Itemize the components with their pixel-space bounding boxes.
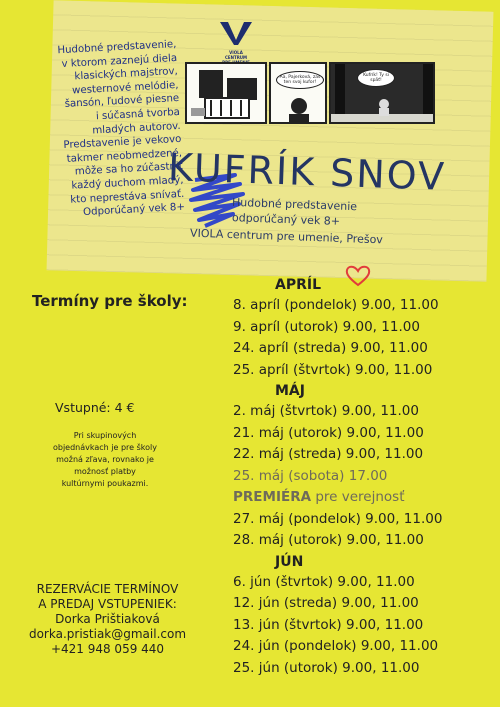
date-row: 24. jún (pondelok) 9.00, 11.00 — [233, 638, 439, 654]
description-line: šansón, ľudové piesne — [64, 93, 180, 111]
description-line: kto neprestáva snívať. — [70, 188, 185, 206]
date-row: 8. apríl (pondelok) 9.00, 11.00 — [233, 297, 439, 313]
school-dates-heading: Termíny pre školy: — [32, 292, 188, 310]
date-row: 9. apríl (utorok) 9.00, 11.00 — [233, 318, 420, 335]
date-row: 6. jún (štvrtok) 9.00, 11.00 — [233, 573, 415, 590]
month-may: MÁJ — [275, 383, 305, 399]
discount-info — [30, 430, 180, 490]
date-row: 25. apríl (štvrtok) 9.00, 11.00 — [233, 361, 433, 378]
description-line: takmer neobmedzené, — [66, 147, 183, 165]
description-line: Hudobné predstavenie, — [57, 38, 177, 57]
discount-line: možnosť platby — [74, 467, 136, 476]
reservation-contact — [20, 582, 195, 657]
reservation-line: REZERVÁCIE TERMÍNOV — [36, 582, 179, 596]
month-april: APRÍL — [275, 277, 322, 293]
comic-panel-3 — [329, 62, 435, 124]
discount-line: Pri skupinových — [73, 431, 137, 440]
ticket-price: Vstupné: 4 € — [55, 400, 135, 415]
date-row: 27. máj (pondelok) 9.00, 11.00 — [233, 510, 443, 527]
comic-panel-2 — [269, 62, 327, 124]
description-line: Predstavenie je vekovo — [63, 134, 182, 152]
schedule-list — [233, 275, 495, 679]
suitcase-illustration — [187, 64, 267, 124]
description-line: mladých autorov. — [92, 120, 181, 137]
logo-line-1: VIOLA — [229, 50, 243, 55]
date-row: 24. apríl (streda) 9.00, 11.00 — [233, 340, 428, 356]
date-row-premiere: 25. máj (sobota) 17.00 — [233, 467, 388, 484]
date-row: 28. máj (utorok) 9.00, 11.00 — [233, 532, 424, 548]
month-june: JÚN — [275, 553, 304, 570]
discount-line: objednávkach je pre školy — [52, 443, 158, 452]
poster-title: KUFRÍK SNOV — [167, 145, 447, 199]
premiere-audience: pre verejnosť — [311, 489, 405, 505]
date-row: 12. jún (streda) 9.00, 11.00 — [233, 595, 419, 611]
poster-subtitle-2: odporúčaný vek 8+ — [231, 211, 341, 228]
date-row: 21. máj (utorok) 9.00, 11.00 — [233, 424, 424, 441]
description-line: v ktorom zaznejú diela — [61, 52, 178, 70]
poster-subtitle-1: Hudobné predstavenie — [231, 195, 358, 214]
comic-strip — [185, 62, 435, 124]
viola-v-icon — [218, 20, 254, 46]
contact-name: Dorka Prištiaková — [55, 612, 160, 626]
date-row: 22. máj (streda) 9.00, 11.00 — [233, 446, 424, 462]
description-line: i súčasná tvorba — [95, 106, 181, 123]
premiere-label: PREMIÉRA — [233, 489, 312, 505]
speech-bubble-2: Kufrík! Ty si späť! — [357, 69, 395, 87]
description-line: Odporúčaný vek 8+ — [82, 201, 186, 219]
description-line: každý duchom mladý, — [71, 174, 184, 192]
logo-line-2: CENTRUM — [224, 55, 248, 60]
show-description — [8, 38, 185, 223]
description-line: westernové melódie, — [71, 79, 179, 97]
contact-phone[interactable]: +421 948 059 440 — [50, 642, 165, 656]
poster-subtitle-3: VIOLA centrum pre umenie, Prešov — [189, 226, 384, 247]
contact-email[interactable]: dorka.pristiak@gmail.com — [28, 627, 187, 641]
viola-logo — [218, 20, 254, 65]
description-line: môže sa ho zúčastniť — [74, 161, 184, 178]
speech-bubble-1: Aa, Pajerková, zas ten svoj kufor! — [276, 71, 324, 89]
discount-line: možná zľava, rovnako je — [56, 455, 154, 464]
date-row: 13. jún (štvrtok) 9.00, 11.00 — [233, 616, 424, 633]
date-row: 2. máj (štvrtok) 9.00, 11.00 — [233, 403, 419, 419]
premiere-note — [233, 487, 495, 509]
reservation-line: A PREDAJ VSTUPENIEK: — [38, 597, 177, 611]
comic-panel-1 — [185, 62, 267, 124]
discount-line: kultúrnymi poukazmi. — [61, 479, 149, 488]
date-row: 25. jún (utorok) 9.00, 11.00 — [233, 659, 420, 676]
description-line: klasických majstrov, — [74, 66, 179, 83]
